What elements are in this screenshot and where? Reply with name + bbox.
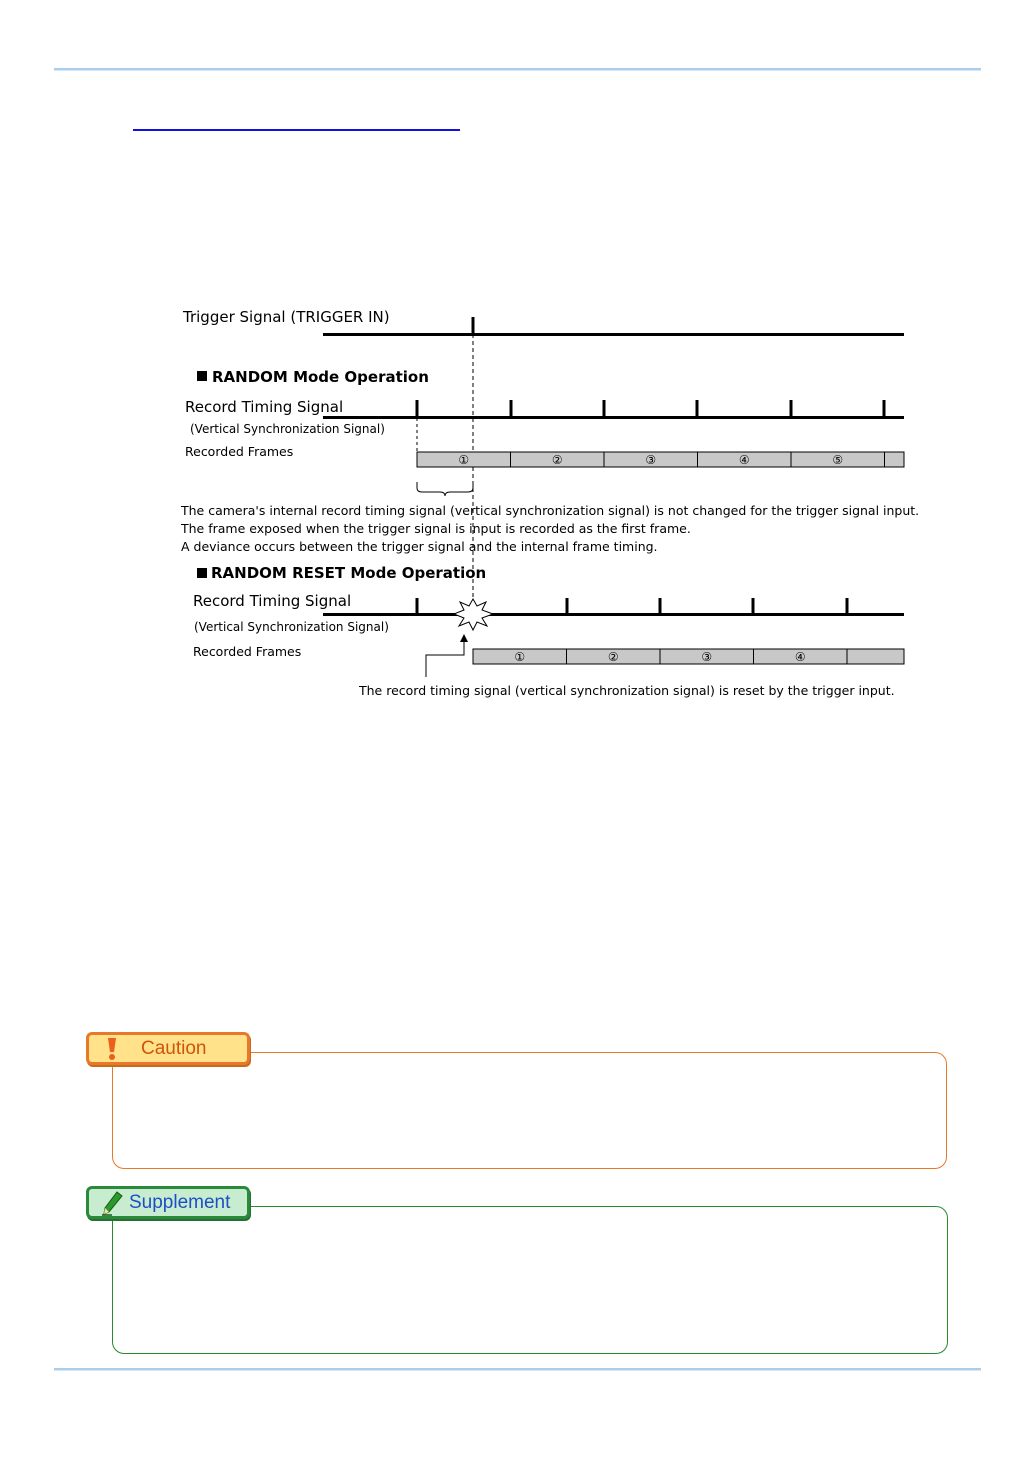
random-frames-bar: [417, 452, 904, 467]
reset-vsync-label: (Vertical Synchronization Signal): [194, 620, 389, 634]
footer-rule: [54, 1368, 981, 1371]
pencil-icon: [97, 1191, 127, 1215]
reset-record-label: Record Timing Signal: [193, 592, 352, 610]
caution-box: [112, 1052, 947, 1169]
random-frame-label-2: ②: [551, 453, 563, 467]
random-frame-label-4: ④: [738, 453, 750, 467]
trigger-signal-label: Trigger Signal (TRIGGER IN): [183, 308, 390, 326]
supplement-box: [112, 1206, 948, 1354]
random-frame-label-1: ①: [458, 453, 470, 467]
reset-heading: RANDOM RESET Mode Operation: [211, 564, 487, 582]
random-vsync-label: (Vertical Synchronization Signal): [190, 422, 385, 436]
reset-frame-label-3: ③: [701, 650, 713, 664]
reset-frames-bar: [473, 649, 904, 664]
reset-frame-label-1: ①: [514, 650, 526, 664]
supplement-label: Supplement: [129, 1191, 231, 1213]
reset-frames-label: Recorded Frames: [193, 644, 302, 659]
deviance-bracket: [417, 482, 473, 496]
random-note-1: The camera's internal record timing signal (vertical synchronization signal) is not changed for the trigger signal input.: [181, 503, 920, 518]
reset-note: The record timing signal (vertical synchronization signal) is reset by the trigger input.: [359, 683, 895, 698]
reset-frame-label-4: ④: [794, 650, 806, 664]
reset-frame-label-2: ②: [607, 650, 619, 664]
reset-arrow-head: [460, 634, 468, 642]
random-frame-label-5: ⑤: [832, 453, 844, 467]
supplement-tag: [86, 1186, 250, 1219]
reset-heading-bullet: [197, 568, 207, 578]
random-note-2: The frame exposed when the trigger signal is input is recorded as the first frame.: [181, 521, 691, 536]
exclamation-icon: [97, 1037, 127, 1061]
caution-tag: [86, 1032, 250, 1065]
random-note-3: A deviance occurs between the trigger signal and the internal frame timing.: [181, 539, 658, 554]
reset-burst-icon: [454, 599, 493, 630]
reset-arrow-line: [426, 640, 464, 677]
caution-label: Caution: [141, 1037, 207, 1059]
random-frame-label-3: ③: [645, 453, 657, 467]
random-frames-label: Recorded Frames: [185, 444, 294, 459]
random-record-label: Record Timing Signal: [185, 398, 344, 416]
random-heading-bullet: [197, 371, 207, 381]
random-ticks: [417, 400, 884, 417]
random-heading: RANDOM Mode Operation: [212, 368, 429, 386]
timing-diagram: [0, 0, 1032, 720]
